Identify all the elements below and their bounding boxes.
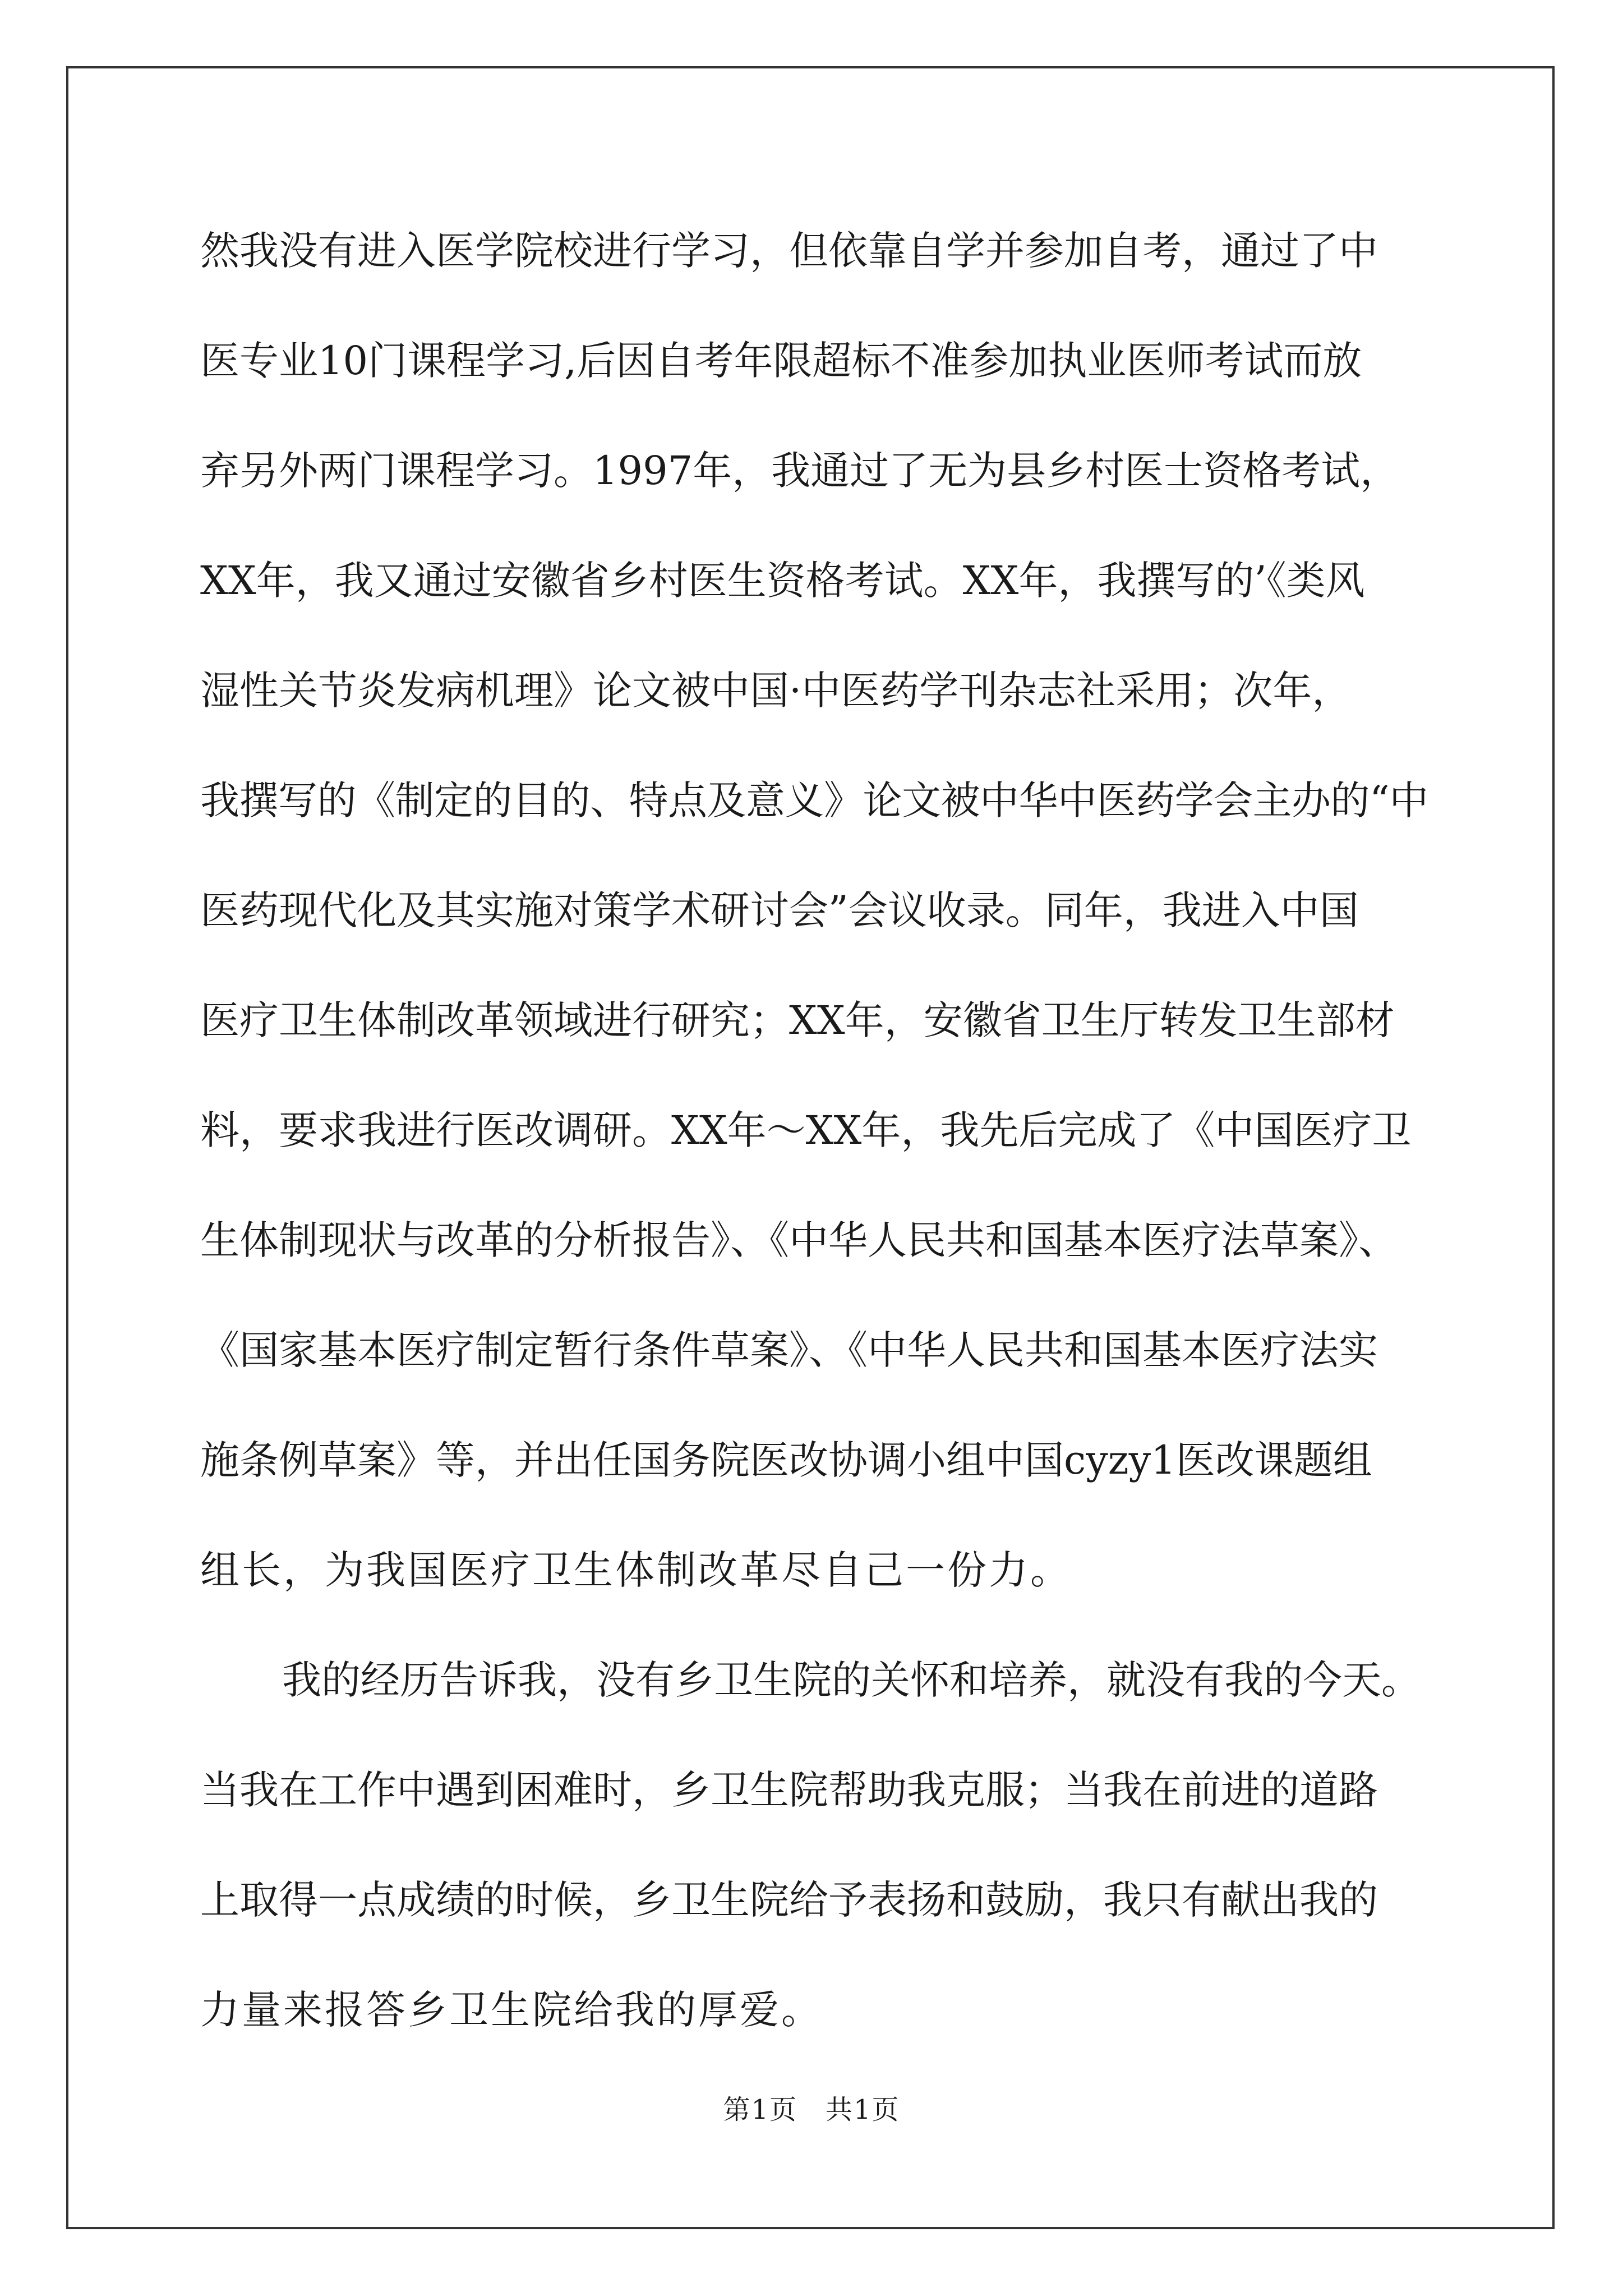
text-line: 施条例草案》等，并出任国务院医改协调小组中国cyzy1医改课题组 xyxy=(200,1437,1372,1483)
text-line: 弃另外两门课程学习。1997年，我通过了无为县乡村医士资格考试， xyxy=(200,448,1400,494)
text-line: 湿性关节炎发病机理》论文被中国·中医药学刊杂志社采用；次年， xyxy=(200,668,1352,714)
text-line: 组长，为我国医疗卫生体制改革尽自己一份力。 xyxy=(200,1547,1072,1593)
text-line: 《国家基本医疗制定暂行条件草案》、《中华人民共和国基本医疗法实 xyxy=(200,1327,1378,1373)
text-line: 我撰写的《制定的目的、特点及意义》论文被中华中医药学会主办的“中 xyxy=(200,777,1428,823)
text-line: XX年，我又通过安徽省乡村医生资格考试。XX年，我撰写的’《类风 xyxy=(200,558,1365,604)
text-line: 上取得一点成绩的时候，乡卫生院给予表扬和鼓励，我只有献出我的 xyxy=(200,1877,1378,1923)
text-line: 料，要求我进行医改调研。XX年～XX年，我先后完成了《中国医疗卫 xyxy=(200,1107,1412,1153)
text-line: 医专业10门课程学习,后因自考年限超标不准参加执业医师考试而放 xyxy=(200,338,1362,384)
text-line: 医药现代化及其实施对策学术研讨会”会议收录。同年，我进入中国 xyxy=(200,887,1359,933)
text-line: 医疗卫生体制改革领域进行研究；XX年，安徽省卫生厅转发卫生部材 xyxy=(200,997,1395,1043)
document-body xyxy=(200,220,1428,2089)
page-number-footer: 第1页 共1页 xyxy=(723,2094,900,2125)
text-line: 生体制现状与改革的分析报告》、《中华人民共和国基本医疗法草案》、 xyxy=(200,1217,1398,1263)
paragraph-start-line: 我的经历告诉我，没有乡卫生院的关怀和培养，就没有我的今天。 xyxy=(282,1657,1421,1703)
text-line: 然我没有进入医学院校进行学习，但依靠自学并参加自考，通过了中 xyxy=(200,228,1378,274)
text-line: 当我在工作中遇到困难时，乡卫生院帮助我克服；当我在前进的道路 xyxy=(200,1767,1378,1813)
text-line: 力量来报答乡卫生院给我的厚爱。 xyxy=(200,1987,823,2033)
